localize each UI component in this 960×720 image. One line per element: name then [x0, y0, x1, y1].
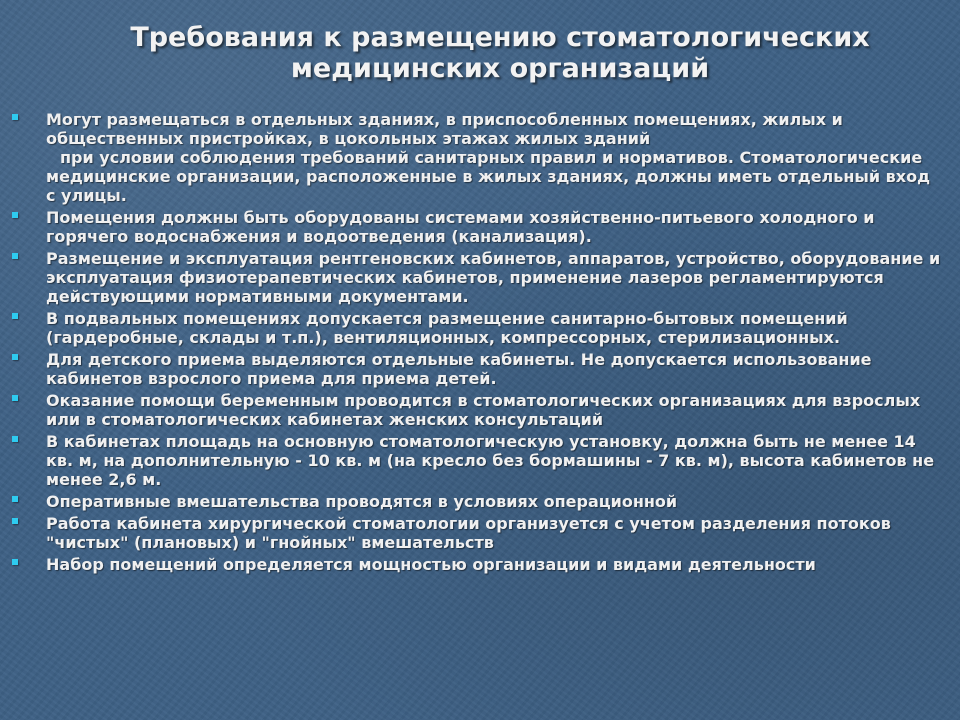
square-bullet-icon	[12, 395, 18, 401]
slide-content	[12, 110, 942, 577]
square-bullet-icon	[12, 212, 18, 218]
square-bullet-icon	[12, 253, 18, 259]
bullet-item-5	[12, 350, 942, 388]
slide-title	[90, 22, 910, 84]
bullet-text: Оперативные вмешательства проводятся в условиях операционной	[46, 492, 678, 511]
bullet-item-7	[12, 432, 942, 489]
bullet-text: Набор помещений определяется мощностью организации и видами деятельности	[46, 555, 816, 574]
square-bullet-icon	[12, 354, 18, 360]
square-bullet-icon	[12, 559, 18, 565]
bullet-item-4	[12, 309, 942, 347]
square-bullet-icon	[12, 114, 18, 120]
slide-title-line-2: медицинских организаций	[290, 53, 710, 84]
square-bullet-icon	[12, 518, 18, 524]
square-bullet-icon	[12, 313, 18, 319]
bullet-item-3	[12, 249, 942, 306]
bullet-item-8	[12, 492, 942, 511]
bullet-text: Работа кабинета хирургической стоматологии организуется с учетом разделения потоков "чистых" (плановых) и "гнойных" вмешательств	[46, 514, 891, 552]
bullet-item-10	[12, 555, 942, 574]
bullet-text: В подвальных помещениях допускается размещение санитарно-бытовых помещений (гардеробные, склады и т.п.), вентиляционных, компрессорных, стерилизационных.	[46, 309, 848, 347]
bullet-item-6	[12, 391, 942, 429]
slide-title-line-1: Требования к размещению стоматологических	[130, 22, 870, 53]
bullet-item-1	[12, 110, 942, 205]
bullet-text: Могут размещаться в отдельных зданиях, в приспособленных помещениях, жилых и общественных пристройках, в цокольных этажах жилых зданий	[46, 110, 843, 148]
bullet-text-continuation: при условии соблюдения требований санитарных правил и нормативов. Стоматологические медицинские организации, расположенные в жилых зданиях, должны иметь отдельный вход с улицы.	[46, 148, 931, 205]
bullet-text: В кабинетах площадь на основную стоматологическую установку, должна быть не менее 14 кв. м, на дополнительную - 10 кв. м (на кресло без бормашины - 7 кв. м), высота кабинетов не менее 2,6 м.	[46, 432, 935, 489]
square-bullet-icon	[12, 436, 18, 442]
bullet-item-9	[12, 514, 942, 552]
bullet-text: Размещение и эксплуатация рентгеновских кабинетов, аппаратов, устройство, оборудование и эксплуатация физиотерапевтических кабинетов, применение лазеров регламентируются действующими нормативными документами.	[46, 249, 941, 306]
bullet-text: Для детского приема выделяются отдельные кабинеты. Не допускается использование кабинетов взрослого приема для приема детей.	[46, 350, 872, 388]
square-bullet-icon	[12, 496, 18, 502]
bullet-text: Помещения должны быть оборудованы системами хозяйственно-питьевого холодного и горячего водоснабжения и водоотведения (канализация).	[46, 208, 875, 246]
bullet-item-2	[12, 208, 942, 246]
bullet-text: Оказание помощи беременным проводится в стоматологических организациях для взрослых или в стоматологических кабинетах женских консультаций	[46, 391, 921, 429]
bullet-list	[12, 110, 942, 574]
